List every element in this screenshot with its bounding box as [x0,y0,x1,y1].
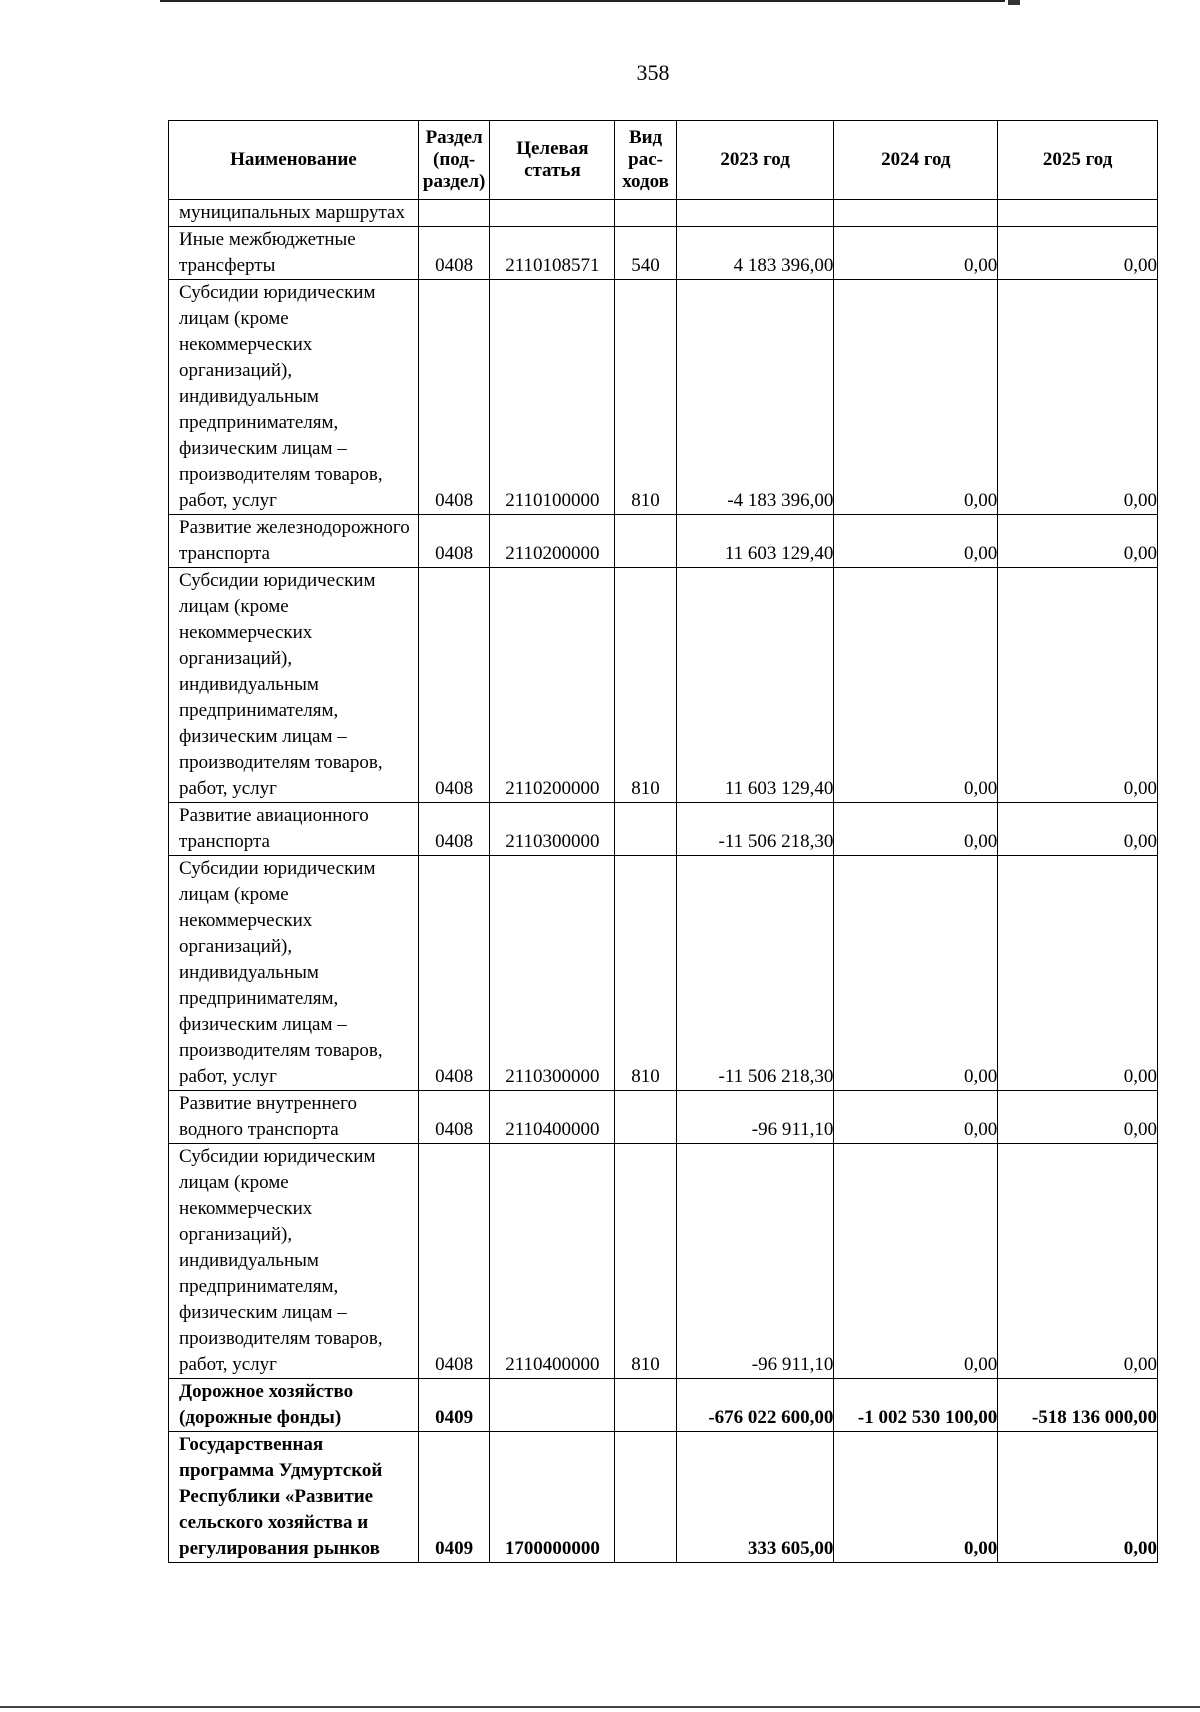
cell-2023: 333 605,00 [676,1432,834,1563]
cell-name: Дорожное хозяйство (дорожные фонды) [169,1379,419,1432]
cell-target: 2110100000 [490,280,615,515]
cell-name: Субсидии юридическим лицам (кроме некоммерческих организаций), индивидуальным предпринимателям, физическим лицам – производителям товаров, работ, услуг [169,568,419,803]
cell-2025: 0,00 [998,568,1158,803]
cell-2023 [676,200,834,227]
cell-2024: 0,00 [834,568,998,803]
cell-name: Развитие внутреннего водного транспорта [169,1091,419,1144]
cell-section: 0408 [418,1144,490,1379]
cell-type: 810 [615,856,676,1091]
cell-2025: -518 136 000,00 [998,1379,1158,1432]
cell-2024: 0,00 [834,1432,998,1563]
cell-2025: 0,00 [998,1432,1158,1563]
cell-2024: 0,00 [834,856,998,1091]
scan-edge-top [160,0,1005,2]
cell-2024: 0,00 [834,1091,998,1144]
cell-target: 2110108571 [490,227,615,280]
cell-2024: 0,00 [834,280,998,515]
cell-name: Развитие железнодорожного транспорта [169,515,419,568]
page-number: 358 [636,60,670,85]
cell-target [490,200,615,227]
cell-2023: -11 506 218,30 [676,803,834,856]
cell-section: 0408 [418,856,490,1091]
cell-type [615,1379,676,1432]
budget-table [168,120,1158,1563]
cell-2023: -676 022 600,00 [676,1379,834,1432]
cell-2025: 0,00 [998,1144,1158,1379]
cell-2024: 0,00 [834,1144,998,1379]
cell-2025 [998,200,1158,227]
cell-type [615,515,676,568]
cell-target: 2110400000 [490,1091,615,1144]
cell-type [615,200,676,227]
cell-type: 810 [615,1144,676,1379]
cell-type [615,803,676,856]
cell-name: Иные межбюджетные трансферты [169,227,419,280]
cell-2023: -4 183 396,00 [676,280,834,515]
cell-name: Государственная программа Удмуртской Республики «Развитие сельского хозяйства и регулирования рынков [169,1432,419,1563]
cell-name: Развитие авиационного транспорта [169,803,419,856]
cell-type: 540 [615,227,676,280]
cell-name: муниципальных маршрутах [169,200,419,227]
table-row [169,803,1158,856]
table-row [169,227,1158,280]
cell-2023: -11 506 218,30 [676,856,834,1091]
header-2023: 2023 год [676,121,834,200]
cell-2025: 0,00 [998,515,1158,568]
cell-2024 [834,200,998,227]
cell-2024: 0,00 [834,515,998,568]
cell-target: 1700000000 [490,1432,615,1563]
cell-section: 0408 [418,568,490,803]
cell-2024: 0,00 [834,803,998,856]
cell-target: 2110300000 [490,856,615,1091]
cell-section: 0408 [418,515,490,568]
cell-2025: 0,00 [998,856,1158,1091]
cell-2024: -1 002 530 100,00 [834,1379,998,1432]
cell-2023: -96 911,10 [676,1091,834,1144]
cell-2023: 11 603 129,40 [676,568,834,803]
table-row [169,1432,1158,1563]
header-target: Целевая статья [490,121,615,200]
cell-target [490,1379,615,1432]
cell-type [615,1432,676,1563]
cell-target: 2110300000 [490,803,615,856]
cell-2025: 0,00 [998,227,1158,280]
table-row [169,1091,1158,1144]
table-row [169,568,1158,803]
cell-2025: 0,00 [998,803,1158,856]
cell-section [418,200,490,227]
scan-edge-bottom [0,1706,1200,1708]
table-row [169,1379,1158,1432]
cell-section: 0409 [418,1379,490,1432]
table-header-row [169,121,1158,200]
cell-type [615,1091,676,1144]
cell-section: 0408 [418,227,490,280]
table-row [169,1144,1158,1379]
header-type: Вид рас-ходов [615,121,676,200]
header-2024: 2024 год [834,121,998,200]
scan-edge-mark [1008,0,1020,5]
header-name: Наименование [169,121,419,200]
cell-name: Субсидии юридическим лицам (кроме некоммерческих организаций), индивидуальным предпринимателям, физическим лицам – производителям товаров, работ, услуг [169,856,419,1091]
cell-section: 0408 [418,280,490,515]
cell-2023: 4 183 396,00 [676,227,834,280]
table-row [169,200,1158,227]
header-2025: 2025 год [998,121,1158,200]
cell-target: 2110200000 [490,568,615,803]
cell-name: Субсидии юридическим лицам (кроме некоммерческих организаций), индивидуальным предпринимателям, физическим лицам – производителям товаров, работ, услуг [169,1144,419,1379]
cell-section: 0408 [418,803,490,856]
cell-section: 0408 [418,1091,490,1144]
cell-2025: 0,00 [998,1091,1158,1144]
cell-2023: -96 911,10 [676,1144,834,1379]
cell-target: 2110200000 [490,515,615,568]
table-row [169,856,1158,1091]
cell-name: Субсидии юридическим лицам (кроме некоммерческих организаций), индивидуальным предпринимателям, физическим лицам – производителям товаров, работ, услуг [169,280,419,515]
cell-2024: 0,00 [834,227,998,280]
table-row [169,515,1158,568]
cell-2023: 11 603 129,40 [676,515,834,568]
cell-type: 810 [615,280,676,515]
table-row [169,280,1158,515]
cell-target: 2110400000 [490,1144,615,1379]
cell-type: 810 [615,568,676,803]
header-section: Раздел (под-раздел) [418,121,490,200]
table-body [169,200,1158,1563]
cell-2025: 0,00 [998,280,1158,515]
cell-section: 0409 [418,1432,490,1563]
